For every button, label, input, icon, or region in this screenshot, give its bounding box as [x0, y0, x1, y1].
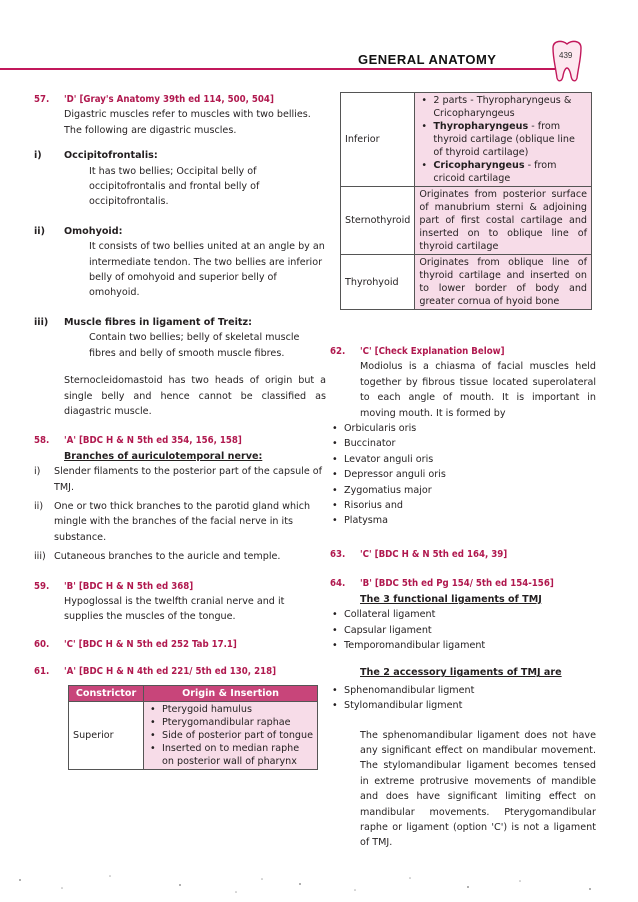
running-title: GENERAL ANATOMY	[358, 52, 497, 67]
list-item: • Pterygoid hamulus	[148, 703, 313, 716]
item-title: Omohyoid:	[64, 225, 123, 237]
item-text: - from cricoid cartilage	[433, 160, 557, 184]
item-label: ii)	[34, 225, 45, 237]
list-item: • Levator anguli oris	[330, 452, 596, 467]
column-header: Origin & Insertion	[144, 686, 318, 702]
question-number: 60.	[34, 638, 50, 650]
paragraph: The sphenomandibular ligament does not have any significant effect on mandibular movement. The stylomandibular ligament becomes tensed in extreme protrusive movements of mandible and does have significant limiting effect on mandibular movements. Pterygomandibular raphe or ligament (option 'C') is not a ligament of TMJ.	[360, 729, 596, 849]
term: Cricopharyngeus	[433, 160, 525, 171]
item-label: ii)	[34, 500, 44, 512]
item-text: Slender filaments to the posterior part of the capsule of TMJ.	[54, 466, 323, 493]
item-text: - from thyroid cartilage (oblique line of thyroid cartilage)	[433, 121, 575, 158]
question-59	[34, 579, 326, 625]
question-58	[34, 433, 326, 564]
term: Thyropharyngeus	[433, 121, 529, 132]
question-number: 63.	[330, 548, 346, 560]
row-label: Inferior	[341, 93, 415, 187]
table-cell	[415, 93, 592, 187]
subheading: The 2 accessory ligaments of TMJ are	[360, 667, 562, 679]
question-57	[34, 92, 326, 419]
list-item: • Pterygomandibular raphae	[148, 716, 313, 729]
list-item	[34, 499, 326, 545]
item-label: i)	[34, 150, 42, 162]
item-label: iii)	[34, 316, 49, 328]
list-item: • Sphenomandibular ligment	[330, 683, 596, 698]
question-62	[330, 344, 596, 529]
list-item	[34, 549, 326, 564]
question-number: 62.	[330, 346, 346, 357]
answer-reference: 'C' [Check Explanation Below]	[360, 346, 505, 357]
question-number: 61.	[34, 666, 50, 678]
question-61	[34, 664, 326, 679]
subheading: The 3 functional ligaments of TMJ	[360, 593, 542, 605]
question-60	[34, 637, 326, 652]
paragraph: Hypoglossal is the twelfth cranial nerve and it supplies the muscles of the tongue.	[64, 595, 285, 623]
header-rule	[0, 68, 555, 70]
list-item: • Temporomandibular ligament	[330, 638, 596, 653]
answer-reference: 'A' [BDC H & N 4th ed 221/ 5th ed 130, 218]	[64, 666, 277, 678]
list-item: • 2 parts - Thyropharyngeus & Cricopharyngeus	[419, 94, 587, 120]
row-label: Superior	[69, 702, 144, 770]
answer-reference: 'C' [BDC H & N 5th ed 164, 39]	[360, 548, 508, 560]
question-64	[330, 576, 596, 851]
muscle-list	[330, 421, 596, 529]
column-header: Constrictor	[69, 686, 144, 702]
list-item: • Stylomandibular ligment	[330, 698, 596, 713]
answer-reference: 'B' [BDC H & N 5th ed 368]	[64, 580, 194, 592]
row-label: Thyrohyoid	[341, 255, 415, 310]
item-text: One or two thick branches to the parotid gland which mingle with the branches of the facial nerve in its substance.	[54, 500, 311, 543]
list-item: • Inserted on to median raphe on posterior wall of pharynx	[148, 742, 313, 768]
question-number: 64.	[330, 578, 346, 590]
table-cell: Originates from posterior surface of manubrium sterni & adjoining part of first costal cartilage and inserted on to oblique line of thyroid cartilage	[415, 187, 592, 255]
constrictor-table	[68, 685, 318, 770]
nerve-branch-list	[34, 464, 326, 564]
item-label: iii)	[34, 551, 46, 563]
list-item: • Zygomatius major	[330, 483, 596, 498]
paragraph: It has two bellies; Occipital belly of occipitofrontalis and frontal belly of occipitofrontalis.	[89, 165, 260, 208]
list-item: • Collateral ligament	[330, 607, 596, 622]
list-item: • Side of posterior part of tongue	[148, 729, 313, 742]
list-item: • Platysma	[330, 513, 596, 528]
item-title: Muscle fibres in ligament of Treitz:	[64, 316, 252, 328]
paragraph: Modiolus is a chiasma of facial muscles held together by fibrous tissue located superolateral to each angle of mouth. It is important in moving mouth. It is formed by	[360, 361, 596, 419]
list-item: • Orbicularis oris	[330, 421, 596, 436]
item-text: Cutaneous branches to the auricle and temple.	[54, 551, 281, 563]
list-item: • Depressor anguli oris	[330, 467, 596, 482]
item-title: Occipitofrontalis:	[64, 150, 158, 162]
table-cell	[144, 702, 318, 770]
scan-speckles	[0, 870, 638, 900]
page-number: 439	[559, 51, 573, 60]
answer-reference: 'D' [Gray's Anatomy 39th ed 114, 500, 504]	[64, 94, 274, 105]
answer-reference: 'C' [BDC H & N 5th ed 252 Tab 17.1]	[64, 638, 237, 650]
list-item: • Capsular ligament	[330, 623, 596, 638]
question-number: 59.	[34, 580, 50, 592]
tooth-icon	[547, 38, 587, 84]
list-item	[419, 120, 587, 159]
item-label: i)	[34, 466, 41, 478]
paragraph: Sternocleidomastoid has two heads of origin but a single belly and hence cannot be classified as diagastric muscle.	[64, 375, 326, 417]
answer-reference: 'B' [BDC 5th ed Pg 154/ 5th ed 154-156]	[360, 578, 554, 590]
right-column	[330, 344, 596, 851]
question-63	[330, 547, 596, 562]
accessory-ligament-list	[330, 683, 596, 714]
question-number: 57.	[34, 94, 50, 105]
list-item	[34, 464, 326, 495]
question-number: 58.	[34, 435, 50, 447]
list-item: • Risorius and	[330, 498, 596, 513]
left-column	[34, 92, 326, 680]
list-item	[419, 159, 587, 185]
subheading: Branches of auriculotemporal nerve:	[64, 450, 263, 462]
list-item: • Buccinator	[330, 436, 596, 451]
paragraph: It consists of two bellies united at an angle by an intermediate tendon. The two bellies are inferior belly of omohyoid and superior belly of omohyoid.	[89, 241, 325, 299]
answer-reference: 'A' [BDC H & N 5th ed 354, 156, 158]	[64, 435, 242, 447]
row-label: Sternothyroid	[341, 187, 415, 255]
paragraph: Contain two bellies; belly of skeletal muscle fibres and belly of smooth muscle fibres.	[89, 332, 300, 359]
paragraph: Digastric muscles refer to muscles with two bellies. The following are digastric muscles.	[64, 109, 311, 136]
functional-ligament-list	[330, 607, 596, 653]
constrictor-table-continued	[340, 92, 592, 310]
table-cell: Originates from oblique line of thyroid cartilage and inserted on to lower border of body and greater cornua of hyoid bone	[415, 255, 592, 310]
